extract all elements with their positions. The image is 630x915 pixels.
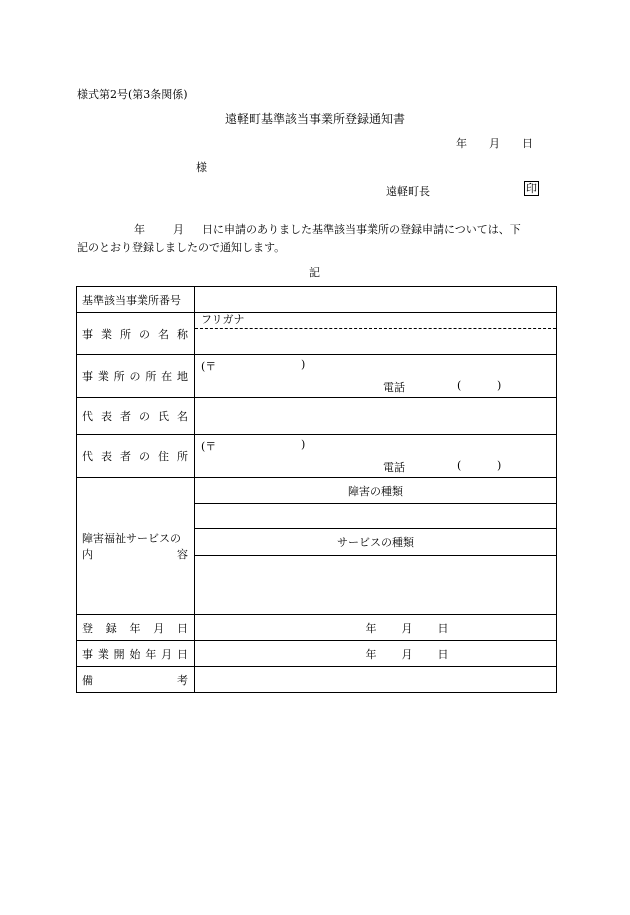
- start-date-ymd: 年 月 日: [365, 647, 449, 661]
- disability-type-header: 障害の種類: [195, 478, 557, 504]
- registration-date-label: [77, 615, 195, 641]
- registration-date-value[interactable]: [195, 615, 557, 641]
- addressee-suffix: 様: [196, 161, 207, 174]
- facility-address-label: [77, 355, 195, 398]
- registration-date-ymd: 年 月 日: [365, 621, 449, 635]
- row-registration-date: [77, 615, 557, 641]
- row-facility-number: [77, 287, 557, 313]
- date-year: 年: [456, 137, 467, 150]
- row-service-disability-header: [77, 478, 557, 504]
- row-remarks: [77, 667, 557, 693]
- facility-postal-open: (〒: [201, 360, 217, 373]
- row-start-date: [77, 641, 557, 667]
- facility-name-value[interactable]: [195, 313, 557, 355]
- row-rep-address: [77, 435, 557, 478]
- facility-name-label: [77, 313, 195, 355]
- facility-address-value[interactable]: [195, 355, 557, 398]
- seal-mark: 印: [526, 182, 537, 195]
- facility-phone-close: ): [497, 379, 502, 392]
- date-month: 月: [489, 137, 500, 150]
- rep-postal-open: (〒: [201, 440, 217, 453]
- remarks-label: [77, 667, 195, 693]
- body-month: 月: [173, 223, 184, 236]
- start-date-value[interactable]: [195, 641, 557, 667]
- remarks-value[interactable]: [195, 667, 557, 693]
- date-line: [456, 135, 533, 151]
- registration-date-label-text: 登 録 年 月 日: [82, 621, 188, 635]
- form-number: 様式第2号(第3条関係): [77, 88, 188, 101]
- document-title: 遠軽町基準該当事業所登録通知書: [225, 112, 406, 126]
- service-label-line2: 内 容: [82, 548, 188, 561]
- service-type-header: サービスの種類: [195, 529, 557, 556]
- facility-phone-label: 電話: [383, 381, 405, 394]
- disability-type-value[interactable]: [195, 504, 557, 529]
- rep-address-value[interactable]: [195, 435, 557, 478]
- date-day: 日: [522, 137, 533, 150]
- note-heading: 記: [309, 266, 320, 279]
- row-facility-name: [77, 313, 557, 355]
- service-content-label: [77, 478, 195, 615]
- body-line1-rest: 日に申請のありました基準該当事業所の登録申請については、下: [202, 223, 521, 236]
- row-facility-address: [77, 355, 557, 398]
- rep-phone-label: 電話: [383, 461, 405, 474]
- service-label-line1: 障害福祉サービスの: [82, 532, 181, 545]
- body-line-1: [134, 221, 521, 237]
- facility-address-label-text: 事 業 所 の 所 在 地: [82, 370, 188, 383]
- rep-phone-close: ): [497, 459, 502, 472]
- rep-name-value[interactable]: [195, 398, 557, 435]
- registration-table: [76, 286, 557, 693]
- furigana-line[interactable]: [195, 313, 556, 329]
- rep-name-label: [77, 398, 195, 435]
- rep-address-label: [77, 435, 195, 478]
- start-date-label-text: 事 業 開 始 年 月 日: [82, 647, 188, 661]
- rep-phone-open: (: [457, 459, 462, 472]
- facility-number-label: 基準該当事業所番号: [77, 287, 195, 313]
- remarks-label-text: 備 考: [82, 673, 188, 687]
- start-date-label: [77, 641, 195, 667]
- furigana-label: フリガナ: [201, 313, 245, 326]
- facility-postal-close: ): [301, 358, 306, 371]
- body-line-2: 記のとおり登録しましたので通知します。: [77, 241, 286, 254]
- facility-number-value[interactable]: [195, 287, 557, 313]
- row-rep-name: [77, 398, 557, 435]
- rep-postal-close: ): [301, 438, 306, 451]
- facility-phone-open: (: [457, 379, 462, 392]
- rep-name-label-text: 代 表 者 の 氏 名: [82, 410, 188, 423]
- facility-name-label-text: 事 業 所 の 名 称: [82, 327, 188, 341]
- rep-address-label-text: 代 表 者 の 住 所: [82, 450, 188, 463]
- issuer: 遠軽町長: [386, 185, 430, 198]
- body-year: 年: [134, 223, 145, 236]
- service-type-value[interactable]: [195, 556, 557, 615]
